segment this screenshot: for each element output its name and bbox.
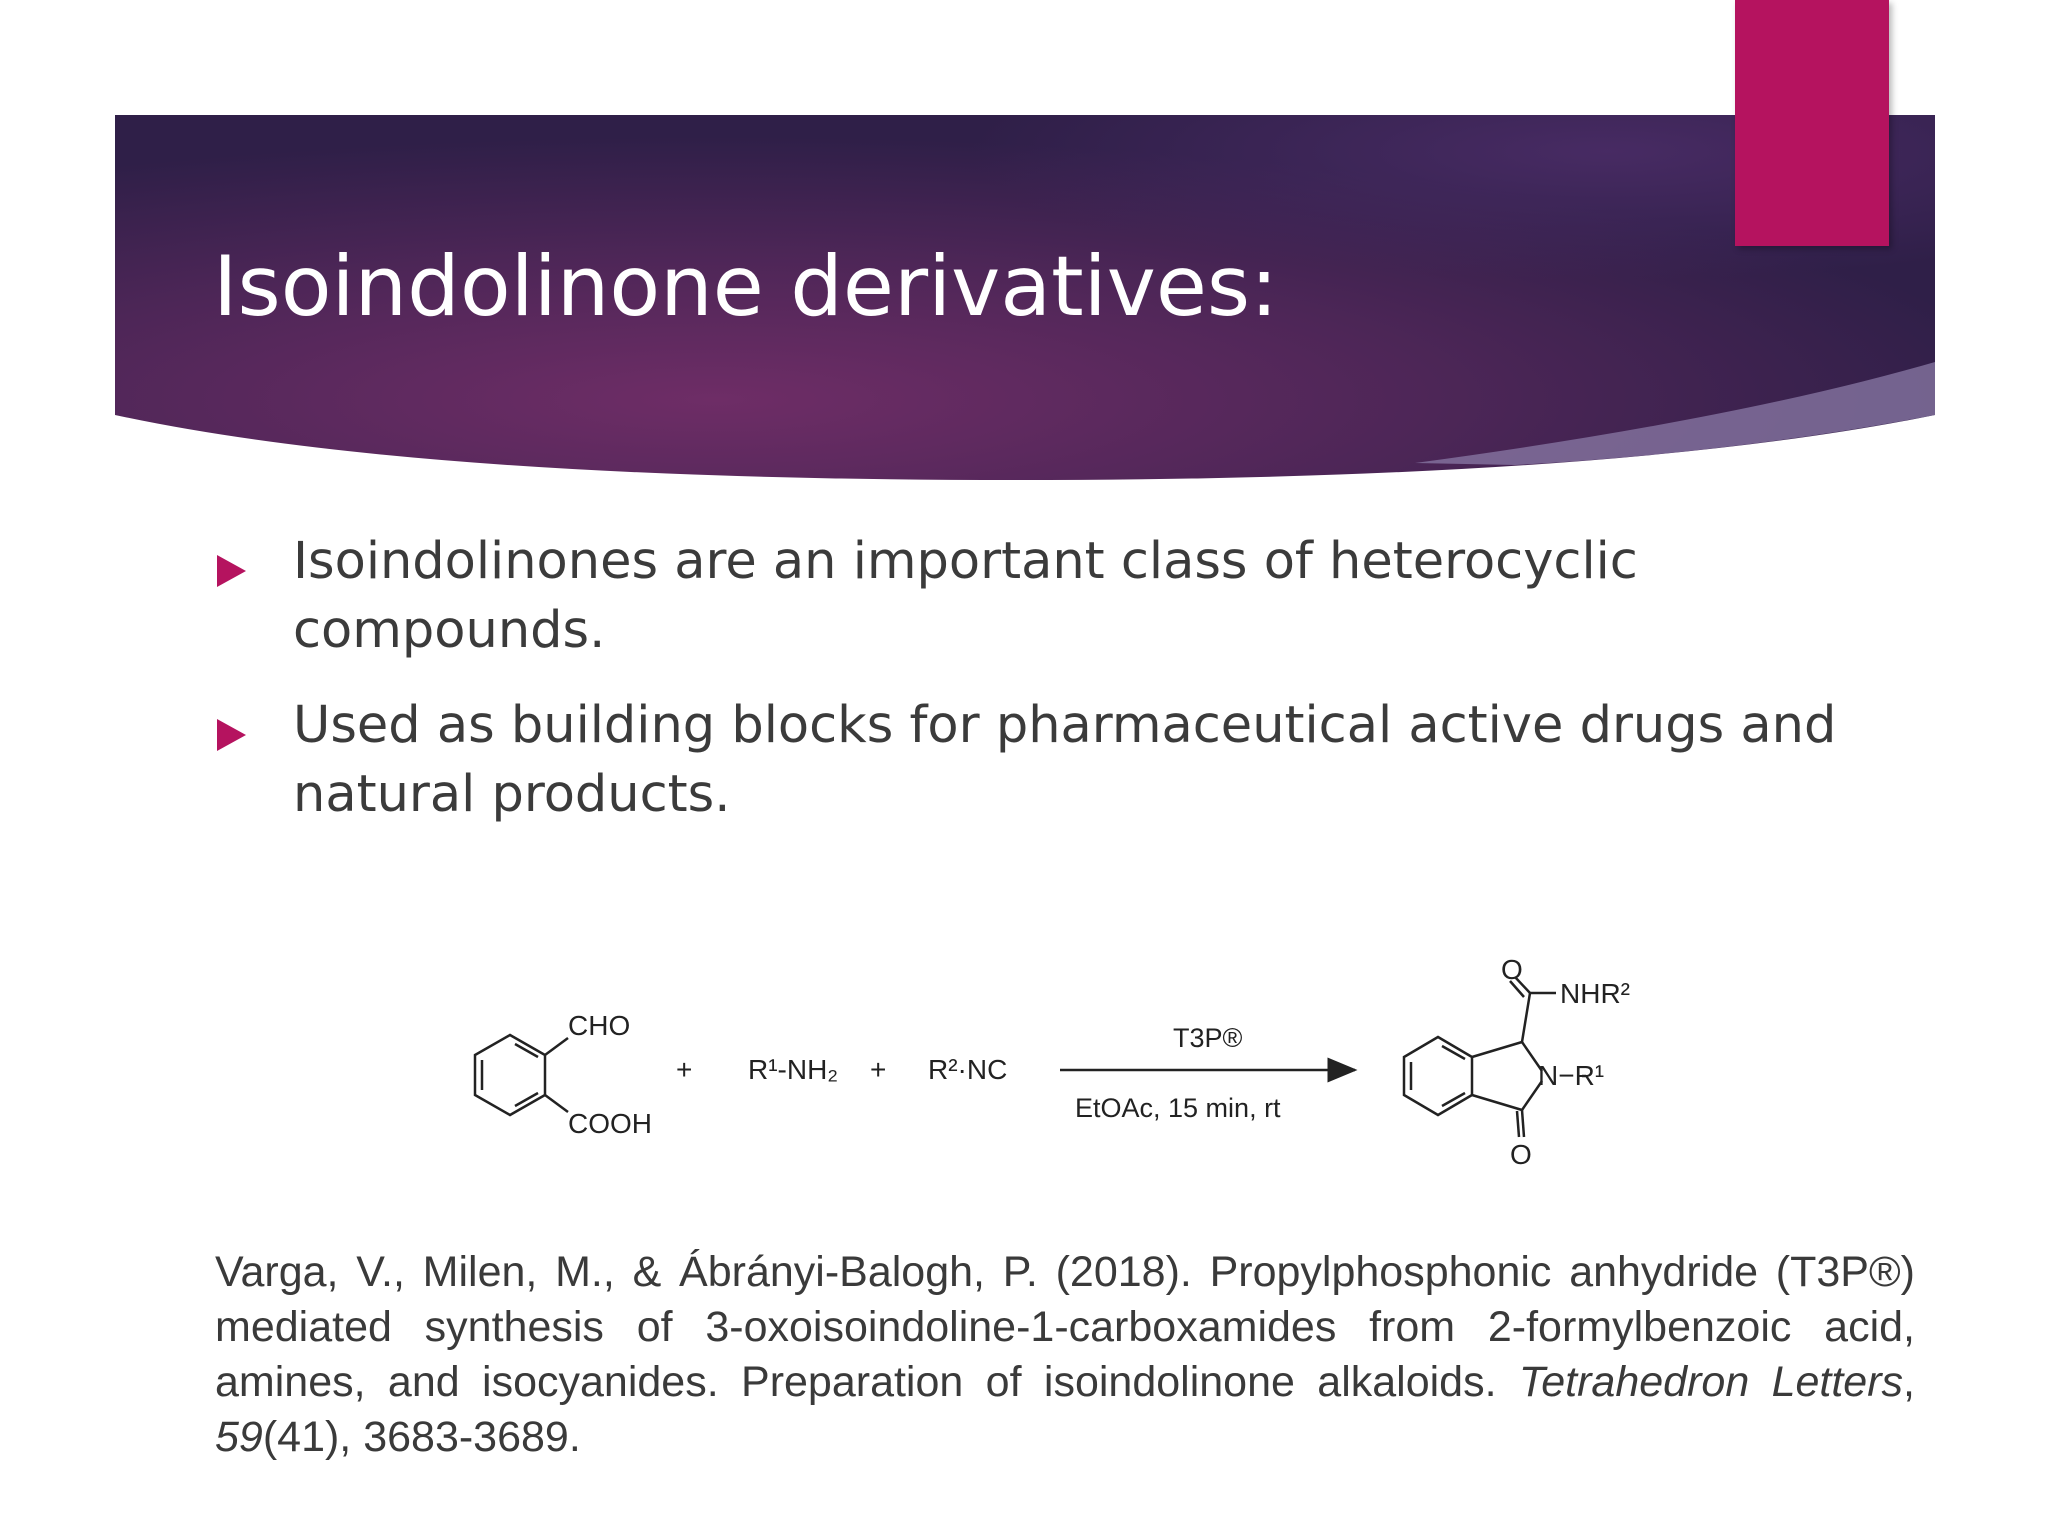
product-oxygen-bottom: O	[1510, 1139, 1532, 1170]
bullet-item	[215, 691, 1865, 829]
triangle-bullet-icon	[217, 555, 246, 587]
citation-volume: 59	[215, 1413, 263, 1461]
citation-separator: ,	[1903, 1358, 1915, 1406]
accent-tab	[1735, 0, 1889, 246]
citation	[215, 1245, 1915, 1465]
bullet-list	[215, 527, 1865, 855]
reactant-sub-cho: CHO	[568, 1010, 631, 1041]
product-ring-nitrogen: N−R¹	[1538, 1060, 1605, 1091]
reactant-sub-cooh: COOH	[568, 1108, 652, 1139]
product-amide: NHR²	[1560, 978, 1630, 1009]
isocyanide-reagent: R²·NC	[928, 1054, 1008, 1085]
slide-title: Isoindolinone derivatives:	[213, 238, 1279, 335]
reactant-formylbenzoic-acid	[475, 1035, 568, 1115]
bullet-item	[215, 527, 1865, 665]
plus-sign: +	[676, 1054, 693, 1085]
citation-authors-title: Varga, V., Milen, M., & Ábrányi-Balogh, P. (2018). Propylphosphonic anhydride (T3P®) mediated synthesis of 3-oxoisoindoline-1-carboxamides from 2-formylbenzoic acid, amines, and isocyanides. Preparation of isoindolinone alkaloids.	[215, 1248, 1915, 1406]
bullet-text: Isoindolinones are an important class of heterocyclic compounds.	[293, 532, 1638, 660]
plus-sign: +	[870, 1054, 887, 1085]
triangle-bullet-icon	[217, 719, 246, 751]
bullet-text: Used as building blocks for pharmaceutical active drugs and natural products.	[293, 696, 1837, 824]
product-structure	[1404, 977, 1586, 1137]
citation-pages: (41), 3683-3689.	[262, 1413, 581, 1461]
product-oxygen-top: O	[1501, 954, 1523, 985]
citation-journal: Tetrahedron Letters	[1518, 1358, 1904, 1406]
reaction-scheme	[420, 945, 1760, 1190]
conditions-label: EtOAc, 15 min, rt	[1075, 1093, 1281, 1123]
reagent-label: T3P®	[1173, 1023, 1243, 1053]
amine-reagent: R¹-NH₂	[748, 1054, 839, 1085]
